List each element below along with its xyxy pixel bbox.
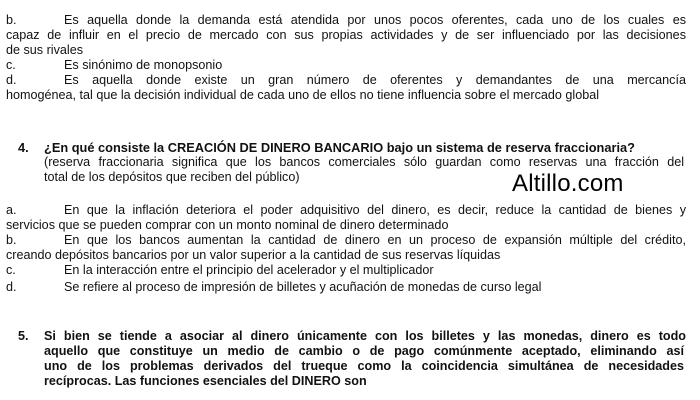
q3-option-d-line1: d. Es aquella donde existe un gran número de oferentes y demandantes de una mercancía	[6, 73, 686, 87]
q5-line4: recíprocas. Las funciones esenciales del DINERO son	[44, 374, 367, 388]
q4-option-d: d. Se refiere al proceso de impresión de billetes y acuñación de monedas de curso legal	[6, 280, 542, 294]
q3-option-b-line3: de sus rivales	[6, 43, 83, 57]
q4-number: 4.	[18, 140, 29, 155]
q4-option-a-label: a.	[6, 203, 17, 217]
q3-option-d-line2: homogénea, tal que la decisión individual de cada uno de ellos no tiene influencia sobre el mercado global	[6, 88, 600, 102]
q4-option-c-label: c.	[6, 263, 16, 277]
q4-option-c: c. En la interacción entre el principio del acelerador y el multiplicador	[6, 263, 434, 277]
q3-option-c: c. Es sinónimo de monopsonio	[6, 58, 223, 72]
q3-option-b-label: b.	[6, 13, 17, 27]
q5-line3: uno de los problemas derivados del trueque como la coincidencia simultánea de necesidades	[44, 359, 684, 373]
q3-option-d-label: d.	[6, 73, 17, 87]
q4-option-b-line2: creando depósitos bancarios por un valor superior a la cantidad de sus reservas líquidas	[6, 248, 501, 262]
q4-option-b-line1: b. En que los bancos aumentan la cantidad de dinero en un proceso de expansión múltiple del crédito,	[6, 233, 686, 247]
q4-option-d-label: d.	[6, 280, 17, 294]
q4-question: 4. ¿En qué consiste la CREACIÓN DE DINERO BANCARIO bajo un sistema de reserva fraccionaria?	[6, 140, 686, 155]
q5-number: 5.	[18, 329, 29, 343]
q4-option-a-line2: servicios que se pueden comprar con un monto nominal de dinero determinado	[6, 218, 449, 232]
q3-option-b-line1: b. Es aquella donde la demanda está atendida por unos pocos oferentes, cada uno de los cuales es	[6, 13, 686, 27]
q4-option-b-label: b.	[6, 233, 17, 247]
q3-option-c-label: c.	[6, 58, 16, 72]
q3-option-b-line2: capaz de influir en el precio de mercado con sus propias actividades y de ser influenciado por las decisiones	[6, 28, 686, 42]
q4-note-line1: (reserva fraccionaria significa que los bancos comerciales sólo guardan como reservas una fracción del	[44, 155, 684, 169]
q5-line2: aquello que constituye un medio de cambio o de pago comúnmente aceptado, eliminando así	[44, 344, 684, 358]
q4-note-line2: total de los depósitos que reciben del público)	[44, 170, 300, 184]
q4-option-a-line1: a. En que la inflación deteriora el poder adquisitivo del dinero, es decir, reduce la cantidad de bienes y	[6, 203, 686, 217]
q5-line1: 5. Si bien se tiende a asociar al dinero únicamente con los billetes y las monedas, dinero es todo	[6, 329, 686, 344]
altillo-watermark: Altillo.com	[512, 170, 624, 197]
